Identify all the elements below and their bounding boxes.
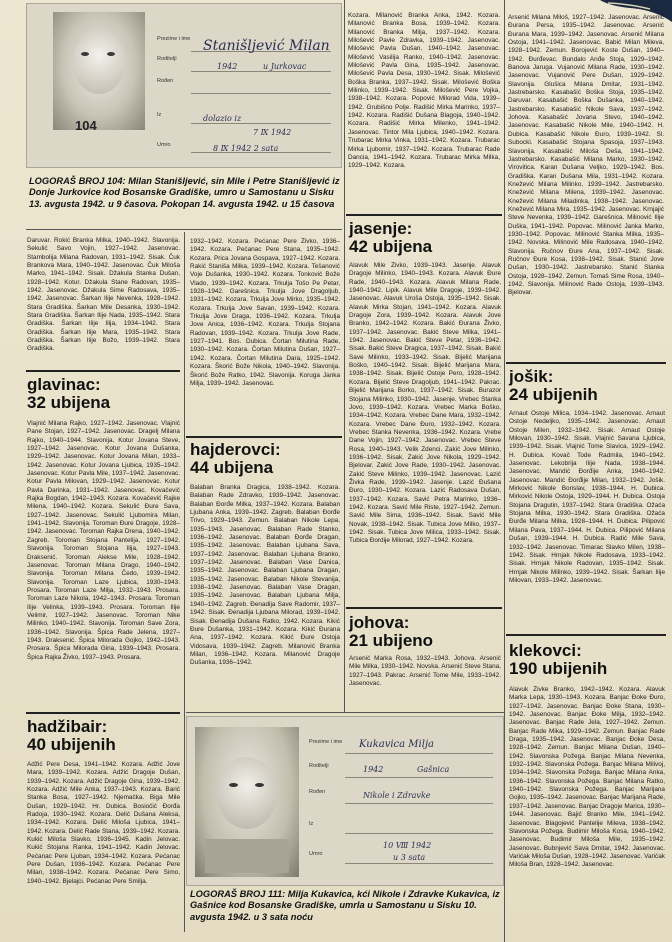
list-josik: Arnaut Ostoje Milica, 1934–1942. Jasenovac. Arnaut Ostoje Nedeljko, 1935–1942. Jasenovac. Arnaut Ostoje Milen, 1932–1942. Sisak. Arnaut Ostoje Milovan, 1930–1942. Sisak. Vlajnić Savana Ljubica, 1939–1942. Sisak. Vlajnić Tome Slavica, 1929–1942. H. Dubica. Kovač Tode Radmila, 1940–1942. Jasenovac. Lekobrija Ilije Nada, 1938–1944. Jasenovac. Mandić Đorđije Anka, 1940–1942. Jasenovac. Mandić Đorđije Milan, 1932–1942. Jošik. Mirković Nikole Borislav, 1938–1944. H. Dubica. Mirković Nikole Ostoja, 1929–1944. H. Dubica. Ostoja Stojana Dragutin, 1937–1942. Stara Gradiška. Ožaća Stojana Milka, 1930–1942. Stara Gradiška. Ožaća Đurđe Milana Milka, 1928–1944. H. Dubica. Pilipović Milana Pava, 1937–1944. H. Dubica. Pilipović Milana Dušan, 1939–1944. H. Dubica. Radić Mile Sava, 1932–1942. Jasenovac. Timarac Slavko Milen, 1938–1942. Sisak. Hrnjak Nikole Radosava, 1933–1942. Sisak. Hrnjak Nikole Radovan, 1935–1942. Sisak. Hrnjak Nikole Milinko, 1939–1942. Sisak. Šarkan Ilije Milovan, 1933–1942. Jasenovac. xyxy=(509,410,665,584)
card-label: Rođen xyxy=(157,78,174,84)
handwritten-year: 1942 xyxy=(217,62,238,71)
card-label: Rođen xyxy=(309,789,326,795)
card-label: Iz xyxy=(309,821,314,827)
prisoner-card-104 xyxy=(26,3,342,168)
village-name: jasenje: xyxy=(349,219,413,238)
village-name: hadžibair: xyxy=(27,717,108,736)
handwritten-note: dolazio iz xyxy=(203,114,242,123)
card-label: Prezime i ime xyxy=(157,36,191,42)
handwritten-origin: u Jurkovac xyxy=(263,62,307,71)
village-name: hajderovci: xyxy=(190,440,281,459)
list-johova: Arsenić Marka Rosa, 1932–1943. Johova. Arsenić Mile Milka, 1930–1942. Novska. Arsenić Steve Stana, 1927–1943. Pakrac. Arsenić Tome Mile, 1933–1942. Jasenovac. xyxy=(349,655,501,688)
list-hajderovci: Balaban Branka Dragica, 1938–1942. Kozara. Balaban Rade Zdravko, 1939–1942. Jasenovac. Balaban Đorđe Milka, 1937–1942. Kozara. Balaban Ljubana Anka, 1939–1942. Zagreb. Balaban Đorđe Trivo, 1929–1943. Zemun. Balaban Nikole Lepa, 1935–1943. Jasenovac. Balaban Rade Stanko, 1936–1942. Jasenovac. Balaban Đorđe Dragan, 1935–1942. Jasenovac. Balaban Ljubana Sava, 1937–1942. Jasenovac. Balaban Ljubana Branko, 1937–1942. Jasenovac. Balaban Vase Danica, 1935–1942. Jasenovac. Balaban Ljubana Dragan, 1935–1942. Jasenovac. Balaban Nikole Stevanija, 1938–1942. Jasenovac. Balaban Vase Dragan, 1935–1942. Jasenovac. Balaban Ljubana Milja, 1940–1942. Zagreb. Đenadija Save Radomir, 1937–1942. Sisak. Đenadija Ljubana Milorad, 1939–1942. Sisak. Đenadija Dušana Ratko, 1942. Kozara. Kikić Đure Dušanka, 1931–1942. Kozara. Kikić Đurana Ana, 1937–1942. Kozara. Kikić Đure Ostoja Vidosava, 1939–1942. Zagreb. Milanović Branka Milan, 1936–1942. Kozara. Milanović Dragoje Dušanka, 1936–1942. xyxy=(190,484,340,667)
card-label: Umro xyxy=(309,851,323,857)
card-label: Roditelji xyxy=(309,763,329,769)
card-label: Umro xyxy=(157,142,171,148)
handwritten-parents: Nikole i Zdravke xyxy=(363,791,431,800)
section-heading-jasenje xyxy=(349,220,501,256)
victim-count: 24 ubijenih xyxy=(509,385,598,404)
list-column-3: Kozara. Milanović Branka Anka, 1942. Kozara. Milanović Branka Bosa, 1939–1942. Kozara. Milanović Branka Milja, 1937–1942. Kozara. Milošević Pavle Zdravka, 1939–1942. Jasenovac. Milošević Pavla Dušan, 1940–1942. Jasenovac. Milošević Vasilija Ranko, 1940–1942. Jasenovac. Milošević Pavla Gina, 1935–1942. Jasenovac. Milošević Pavla Desa, 1930–1942. Sisak. Milošević Boška Branka, 1937–1942. Sisak. Milošević Boška Milinko, 1939–1942. Sisak. Milošević Pere Vojka, 1938–1942. Kozara. Popović Milorad Vida, 1939–1942. Grubišno Polje. Radišić Mirka Marinko, 1937–1942. Kozara. Radišić Dušana Blagoja, 1940–1942. Kozara. Radišić Mirka Milenko, 1941–1942. Jasenovac. Tintor Mila Ljubica, 1940–1942. Kozara. Trubarac Mirka Vinka, 1931–1942. Kozara. Trubarac Mirka Ljubomir, 1937–1942. Kozara. Trubarac Rade Dancia, 1941–1942. Kozara. Trubarac Mirka Milka, 1929–1942. Kozara. xyxy=(348,12,500,170)
handwritten-date: 7 Ⅸ 1942 xyxy=(253,128,292,137)
list-column-2: 1932–1942. Kozara. Pećanac Pere Živko, 1936–1942. Kozara. Pećanac Pere Stana, 1935–1942. Kozara. Prica Jovana Gospava, 1927–1942. Kozara. Rakić Staniša Milka, 1939–1942. Kozara. Tešanović Voje Dušanka, 1930–1942. Kozara. Tonković Bože Vlado, 1939–1942. Kozara. Trkulja Tošo Pe Petar, 1928–1942. Garešnica. Trkulja Jove Dragoljub, 1931–1942. Kozara. Trkulja Jove Mirko, 1935–1942. Kozara. Trkulja Jove Savan, 1939–1942. Kozara. Trkulja Jove Draga, 1936–1942. Kozara. Trkulja Jove Anica, 1936–1942. Kozara. Trkulja Stojana Radovan, 1939–1942. Kozara. Trkulja Jove Rade, 1927–1941. Bos. Dubica. Čortan Milutina Rade, 1930–1942. Kozara. Čortan Milutina Dušan, 1927–1942. Kozara. Čortan Milutina Dara, 1925–1942. Kozara. Škorić Bože Nikola, 1940–1942. Slavonija. Škorić Bože Ratko, 1942. Slavonija. Koruga Janka Milja, 1939–1942. Jasenovac. xyxy=(190,238,340,387)
handwritten-origin: Gašnica xyxy=(417,765,450,774)
child-face xyxy=(73,30,125,94)
section-heading-johova xyxy=(349,614,501,650)
child-face xyxy=(217,757,277,829)
child-photo-104 xyxy=(53,12,145,130)
prisoner-card-111 xyxy=(186,716,504,886)
section-heading-josik xyxy=(509,368,665,404)
village-name: glavinac: xyxy=(27,375,101,394)
handwritten-year: 1942 xyxy=(363,765,384,774)
card-number: 104 xyxy=(75,118,97,133)
list-glavinac: Vlajnić Milana Rajko, 1927–1942. Jasenovac. Vlajnić Pane Stojan, 1927–1942. Jasenovac. Dragelj Milana Rajko, 1940–1944. Slavonija. Kotur Jovana Steve, 1927–1942. Jasenovac. Kotur Jovana Dušanka, 1929–1942. Jasenovac. Kotur Jovana Milan, 1933–1942. Jasenovac. Kotur Jovana Ljubica, 1935–1942. Jasenovac. Kotur Pavla Mile, 1937–1942. Jasenovac. Kotur Pavla Milovan, 1929–1942. Jasenovac. Kotur Pavla Darinka, 1931–1942. Jasenovac. Kovačević Rajka Bogdan, 1942–1943. Kozara. Kovačević Rajke Milena, 1940–1942. Kozara. Sekulić Đure Sava, 1927–1942. Jasenovac. Sekulić Ljubomira Milan, 1941–1942. Slavonija. Toroman Đure Dragoje, 1928–1942. Jasenovac. Toroman Rajka Drena, 1940–1942. Zagreb. Toroman Stojana Pantelija, 1927–1942. Slavonija. Toroman Stojana Ilija, 1927–1943. Draksenić. Toroman Alekse Mile, 1928–1942. Jasenovac. Toroman Milana Drago, 1940–1942. Slavonija. Toroman Milana Čedo, 1939–1942. Slavonija. Toroman Laze Ljubica, 1930–1943. Prosara. Toroman Laze Milja, 1932–1943. Prosara. Toroman Laze Nikola, 1942–1943. Prosara. Toroman Ilije Velinka, 1939–1943. Prosara. Toroman Ilije Velimir, 1927–1942. Jasenovac. Toroman Nike Milinko, 1940–1942. Slavonija. Toroman Save Zora, 1936–1942. Slavonija. Špica Rade Jelena, 1927–1943. Draksenić. Špica Milorada Gojko, 1942–1943. Prosara. Špica Milorada Gina, 1939–1943. Prosara. Špica Rajka Živko, 1937–1943. Prosara. xyxy=(27,420,180,661)
handwritten-death: 8 Ⅸ 1942 2 sata xyxy=(213,144,279,153)
section-heading-hadzibair xyxy=(27,718,181,754)
village-name: jošik: xyxy=(509,367,554,386)
section-heading-klekovci xyxy=(509,642,665,678)
victim-count: 40 ubijenih xyxy=(27,735,116,754)
victim-count: 190 ubijenih xyxy=(509,659,608,678)
handwritten-name: Kukavica Milja xyxy=(359,739,434,750)
list-hadzibair: Adžić Pere Desa, 1941–1942. Kozara. Adžić Jove Mara, 1939–1942. Kozara. Adžić Dragoje Dušan, 1939–1942. Kozara. Adžić Dragoje Gina, 1939–1942. Kozara. Adžić Mile Anka, 1937–1943. Kozara. Barić Stanka Bosa, 1927–1942. Njemačka. Biga Mile Dušan, 1929–1942. Hr. Dubica. Bosiočić Đorđa Radoja, 1930–1942. Kozara. Delić Dušana Aleksa, 1934–1942. Kozara. Delić Miloša Ljubica, 1941–1942. Kozara. Delić Rade Stana, 1939–1942. Kozara. Kukić Miloša Slavko, 1936–1945. Kadin Jelovac. Kukić Stojana Ranka, 1941–1942. Kadin Jelovac. Pećanac Pere Ljuban, 1934–1942. Kozara. Pećanac Pere Dušan, 1936–1942. Kozara. Pećanac Pere Milan, 1938–1942. Kozara. Pećanac Pere Simo, 1940–1942. Bjelajci. Pećanac Pere Smilja. xyxy=(27,761,180,885)
victim-count: 32 ubijena xyxy=(27,393,111,412)
victim-count: 42 ubijena xyxy=(349,237,433,256)
list-column-1: Daruvar. Rokić Branka Milka, 1940–1942. Slavonija. Sekulić Savo Vojin, 1927–1942. Jasenovac. Stambolija Milana Radovan, 1931–1942. Sisak. Čuk Brankova Mara, 1940–1942. Jasenovac. Čuk Miloša Marko, 1941–1942. Sisak. Džakula Stanka Dušan, 1928–1942. Kotur. Džakula Stane Radovan, 1935–1942. Jasenovac. Džakula Sime Radosava, 1935–1942. Jasenovac. Šarkan Ilije Nevenka, 1928–1942. Stara Gradiška. Šarkan Mile Desanka, 1930–1942. Stara Gradiška. Šarkan Ilije Nada, 1935–1942. Stara Gradiška. Šarkan Ilije Ilija, 1934–1942. Stara Gradiška. Šarkan Ilije Mara, 1935–1942. Stara Gradiška. Šarkan Ilije Božo, 1939–1942. Stara Gradiška. xyxy=(27,237,180,353)
handwritten-name: Stanišljević Milan xyxy=(203,38,330,54)
list-column-4: Arsenić Milana Miloš, 1927–1942. Jasenovac. Arsenić Đurana Persa, 1935–1942. Jasenovac. Arsenić Đurana Mara, 1939–1942. Jasenovac. Arsenić Milana Ostoja, 1941–1942. Jasenovac. Babić Milan Mileva, 1928–1942. Zemun. Borojević Koste Dušan, 1940–1942. Đurđevac. Bundalo Anđe Stoja, 1929–1942. Banova Jaruga. Vujanović Milana Rade, 1930–1942. Jasenovac. Vujanović Pere Dušan, 1929–1942. Slavonija. Glušica Milana Dmitar, 1931–1942. Jastrebarsko. Kasabašić Boška Stoja, 1935–1942. Daruvar. Kasabašić Boška Dušanka, 1940–1942. Jastrebarsko. Kasabašić Nikole Sava, 1937–1942. Johova. Kasabašić Jovana Stevo, 1940–1942. Jasenovac. Kasabašić Nikole Mile, 1940–1942. H. Dubica. Kasabašić Nikole Đuro, 1939–1942. Sl. Subocki. Kasabašić Stojana Spasoja, 1937–1943. Slavonija. Kasabašić Miloša Deša, 1941–1942. Jastrebarsko. Kasabašić Milana Marko, 1930–1942. Virovitica. Karan Dušana Veljko, 1929–1942. Bos. Gradiška. Karan Dušana Mila, 1931–1942. Kozara. Knežević Milana Milinko, 1939–1942. Jastrebarsko. Knežević Milana Milena, 1939–1942. Jasenovac. Knežević Milana Miladinka, 1938–1942. Jasenovac. Knežević Milana Mira, 1935–1942. Jasenovac. Krnjajić Steve Nevenka, 1939–1942. Garešnica. Milinović Ilije Duška, 1941–1942. Popovac. Milinović Janka Marko, 1930–1942. Popovac. Milinović Stanka Milka, 1935–1942. Novska. Milinović Mile Radosava, 1940–1942. Slavonija. Ručnov Đure Ana, 1937–1942. Sisak. Ručnov Đure Kosa, 1938–1942. Sisak. Stanić Jove Dušan, 1930–1942. Jastrebarsko. Stanić Stanka Ostoja, 1928–1942. Zemun. Tomaš Sime Rosa, 1940–1942. Slavonija. Milinović Rade Ostoja, 1939–1943. Bjelovar. xyxy=(508,14,664,297)
caption-prisoner-104: LOGORAŠ BROJ 104: Milan Stanišljević, sin Mile i Petre Stanišljević iz Donje Jurkovice kod Bosanske Gradiške, umro u Samostanu u Sisku 13. avgusta 1942. u 9 časova. Pokopan 14. avgusta 1942. u 15 časova xyxy=(29,176,340,209)
card-label: Iz xyxy=(157,112,162,118)
section-heading-hajderovci xyxy=(190,441,342,477)
section-heading-glavinac xyxy=(27,376,181,412)
handwritten-time: u 3 sata xyxy=(393,853,426,862)
card-label: Roditelji xyxy=(157,56,177,62)
village-name: klekovci: xyxy=(509,641,582,660)
list-jasenje: Alavuk Mile Živko, 1939–1943. Jasenje. Alavuk Dragoje Milinko, 1940–1943. Kozara. Alavuk Đure Rade, 1940–1943. Kozara. Alavuk Milana Rade, 1940–1942. Lipik. Alavuk Mile Dragoje, 1939–1942. Jasenovac. Alavuk Uroša Ostoja, 1935–1942. Sisak. Alavuk Mirka Stojan, 1941–1942. Kozara. Alavuk Dragoje Zora, 1939–1942. Kozara. Alavuk Jove Branko, 1942–1942. Kozara. Bakić Đurana Živko, 1937–1942. Jasenovac. Bakić Steve Milka, 1941–1942. Jasenovac. Bakić Steve Petar, 1936–1942. Sisak. Bakić Steve Dragica, 1937–1942. Sisak. Bakić Save Milinko, 1933–1942. Sisak. Bijelić Marijana Boško, 1940–1942. Sisak. Bijelić Marijana Mara, 1938–1942. Sisak. Bijelić Ostoje Pero, 1928–1942. Kozara. Bijelić Steve Dragoljub, 1941–1942. Pakrac. Bijelić Marijana Borko, 1937–1942. Sisak. Burazor Stojana Milinko, 1930–1942. Jasenje. Vrebec Stanka Jovo, 1939–1942. Kozara. Vrebec Marka Boško, 1934–1942. Kozara. Vrebec Dane Mara, 1932–1942. Kozara. Vrebec Dane Đuro, 1932–1942. Kozara. Vrebec Stanka Nevenka, 1936–1942. Kozara. Vrebe Dane Vojin, 1927–1942. Jasenovac. Vrebec Steve Rosa, 1940–1943. Velik Zdenci. Zakić Jove Milinko, 1936–1942. Sisak. Zakić Jove Nikola, 1929–1942. Bjelovar. Zakić Jove Rade, 1930–1942. Jasenovac. Zakić Steve Milinko, 1939–1942. Jasenovac. Lazić Živka Rade, 1939–1942. Jasenje. Lazić Đušana Đuro, 1930–1942. Kozara. Lazić Radosava Dušan, 1937–1942. Kozara. Savić Petra Marinko, 1936–1942. Kozara. Savić Mile Ristе, 1927–1942. Zemun. Savić Mile Sima, 1936–1942. Sisak. Savić Mile Novak, 1938–1942. Sisak. Tubica Jove Milko, 1937–1942. Sisak. Tubica Jove Milica, 1933–1942. Sisak. Tubica Đordije Milorad, 1927–1942. Kozara. xyxy=(349,262,501,545)
victim-count: 21 ubijeno xyxy=(349,631,434,650)
handwritten-date: 10 Ⅷ 1942 xyxy=(383,841,432,850)
caption-prisoner-111: LOGORAŠ BROJ 111: Milja Kukavica, kći Nikole i Zdravke Kukavica, iz Gašnice kod Bosanske Gradiške, umrla u Samostanu u Sisku 10. avgusta 1942. u 3 sata noću xyxy=(190,889,500,922)
village-name: johova: xyxy=(349,613,410,632)
list-klekovci: Alavuk Živke Branko, 1942–1942. Kozara. Alavuk Marka Lepa, 1930–1943. Kozara. Banjac Đoke Đuro, 1927–1942. Jasenovac. Banjac Đoke Stana, 1930–1942. Jasenovac. Banjac Đoke Milja, 1932–1942. Jasenovac. Banjac Rade Jela, 1927–1942. Zemun. Banjac Rade Mika, 1929–1942. Zemun. Banjac Rade Draga, 1935–1942. Jasenovac. Banjac Đoke Desa, 1928–1942. Zemun. Banjac Milana Dušan, 1940–1942. Slavonska Požega. Banjac Milana Nevenka, 1932–1942. Slavonska Požega. Banjac Milana Milivoj, 1934–1942. Slavonska Požega. Banjac Milana Anka, 1936–1942. Slavonska Požega. Banjac Milana Ratko, 1940–1942. Slavonska Požega. Banjac Marijana Gojko, 1935–1942. Jasenovac. Banjac Marijana Rade, 1937–1942. Jasenovac. Banjac Dragoje Marica, 1930–1944. Jasenovac. Bajić Branko Mile, 1941–1942. Jasenovac. Blagojević Pantelije Mileva, 1938–1942. Slavonska Požega. Budimir Miloša Kosa, 1940–1942. Jasenovac. Budimir Miloša Mile, 1935–1942. Jasenovac. Bubnjević Sava Dmitar, 1942. Jasenovac. Varićak Miloša Dušan, 1928–1942. Jasenovac. Varićak Miloša Bran, 1928–1942. Jasenovac. xyxy=(509,686,665,869)
child-photo-111 xyxy=(195,727,299,877)
card-label: Prezime i ime xyxy=(309,739,343,745)
victim-count: 44 ubijena xyxy=(190,458,274,477)
